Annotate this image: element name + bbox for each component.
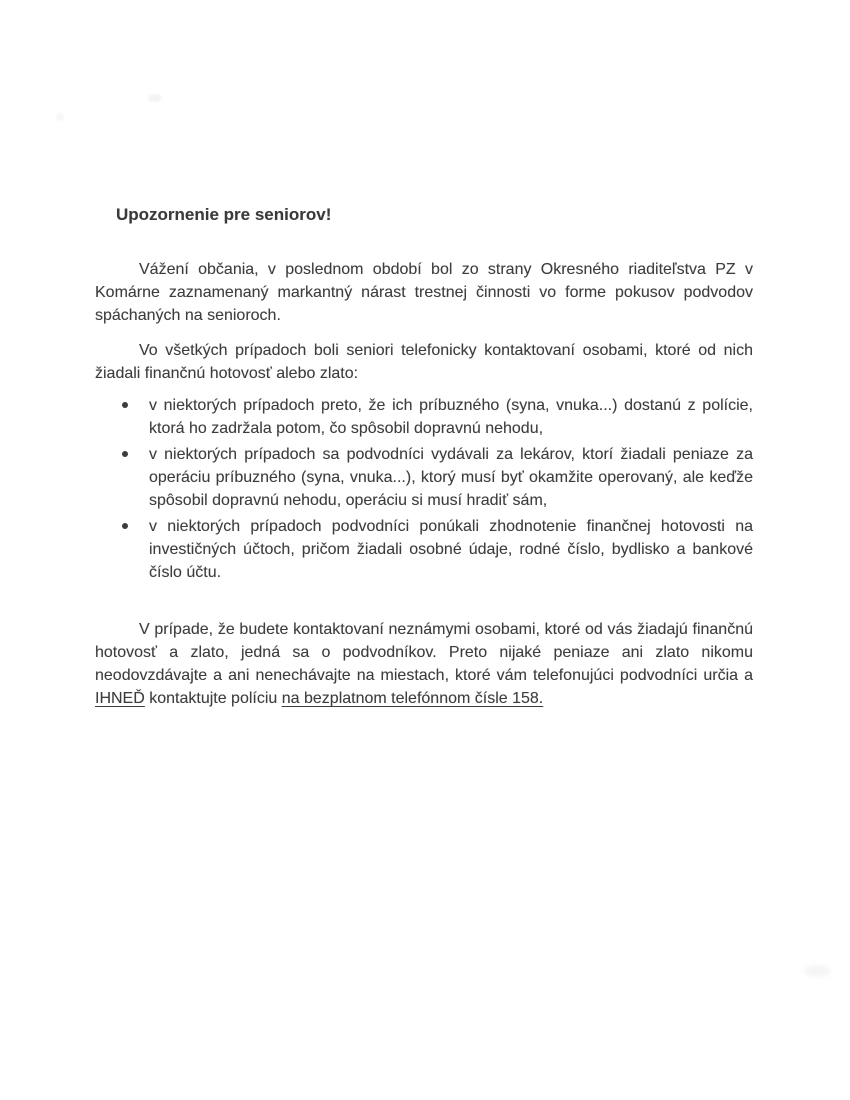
scan-artifact [804, 965, 830, 977]
document-content [95, 203, 753, 710]
bullet-icon [122, 402, 128, 408]
bullet-icon [122, 451, 128, 457]
paragraph-closing [95, 618, 753, 710]
paragraph-intro: Vážení občania, v poslednom období bol zo strany Okresného riaditeľstva PZ v Komárne zaznamenaný markantný nárast trestnej činnosti vo forme pokusov podvodov spáchaných na senioroch. [95, 261, 753, 324]
closing-text-middle: kontaktujte políciu [144, 690, 282, 707]
closing-text-lead: V prípade, že budete kontaktovaní neznámymi osobami, ktoré od vás žiadajú finančnú hotovosť a zlato, jedná sa o podvodníkov. Preto nijaké peniaze ani zlato nikomu neodovzdávajte a ani nenechávajte na miestach, ktoré vám telefonujúci podvodníci určia a [95, 621, 753, 684]
paragraph-cases-intro: Vo všetkých prípadoch boli seniori telefonicky kontaktovaní osobami, ktoré od nich žiadali finančnú hotovosť alebo zlato: [95, 342, 753, 382]
scan-artifact [56, 113, 64, 121]
scan-artifact [148, 94, 162, 102]
fraud-methods-list [95, 394, 753, 584]
list-item [149, 443, 753, 512]
emphasis-immediately: IHNEĎ [95, 690, 145, 707]
list-item-text: v niektorých prípadoch podvodníci ponúkali zhodnotenie finančnej hotovosti na investičných účtoch, pričom žiadali osobné údaje, rodné číslo, bydlisko a bankové číslo účtu. [149, 518, 753, 581]
document-title: Upozornenie pre seniorov! [116, 205, 332, 224]
list-item-text: v niektorých prípadoch preto, že ich príbuzného (syna, vnuka...) dostanú z polície, ktorá ho zadržala potom, čo spôsobil dopravnú nehodu, [149, 397, 753, 437]
bullet-icon [122, 523, 128, 529]
list-item [149, 515, 753, 584]
emphasis-phone-number: na bezplatnom telefónnom čísle 158. [281, 690, 544, 707]
list-item [149, 394, 753, 440]
list-item-text: v niektorých prípadoch sa podvodníci vydávali za lekárov, ktorí žiadali peniaze za operáciu príbuzného (syna, vnuka...), ktorý musí byť okamžite operovaný, ale keďže spôsobil dopravnú nehodu, operáciu si musí hradiť sám, [149, 446, 753, 509]
